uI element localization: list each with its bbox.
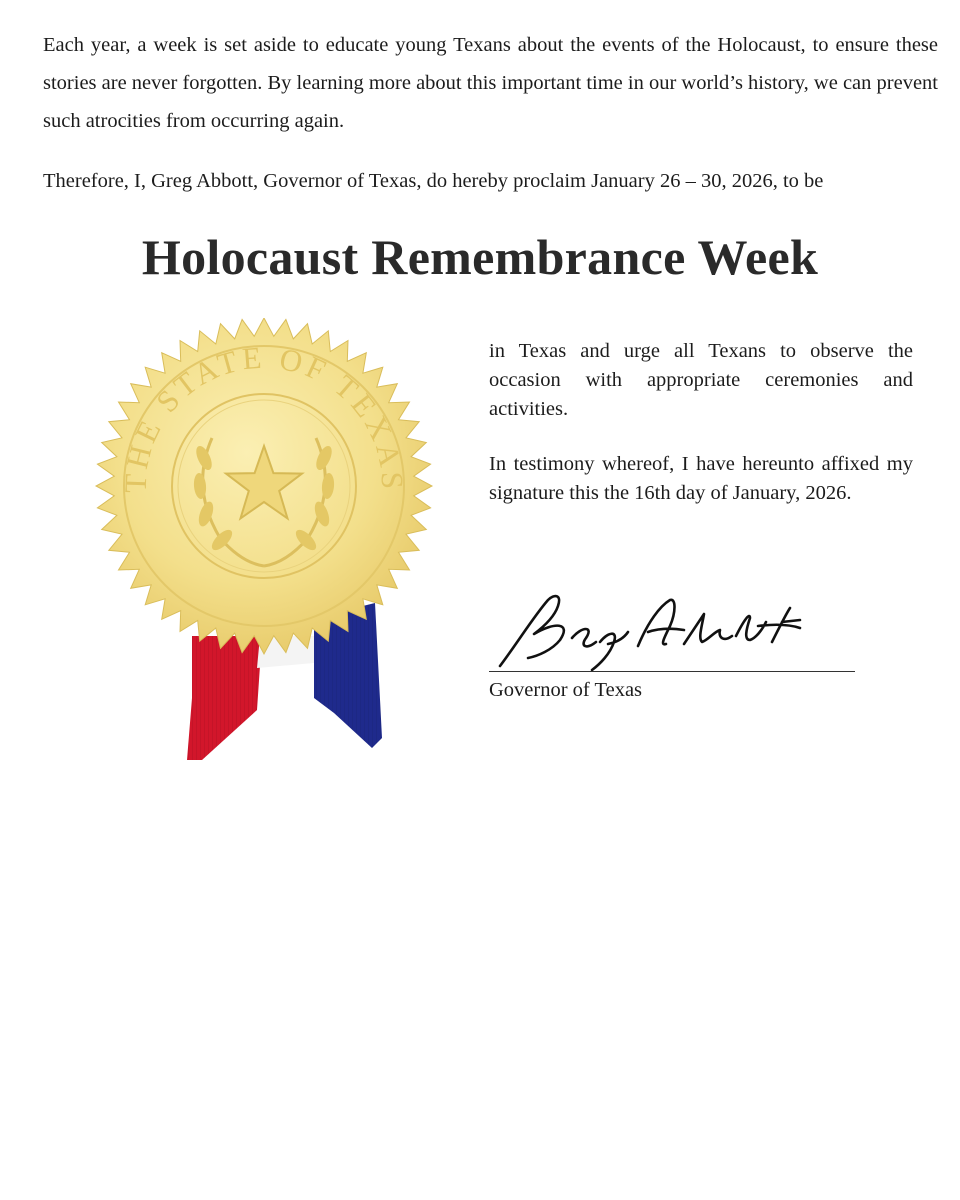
signature-caption: Governor of Texas [489, 679, 643, 701]
intro-paragraph: Each year, a week is set aside to educate young Texans about the events of the Holocaust, to ensure these stories are never forgotten. By learning more about this important time in our world’s history, we can prevent such atrocities from occurring again. [43, 34, 938, 132]
governor-signature [488, 592, 858, 672]
testimony-paragraph: In testimony whereof, I have hereunto affixed my signature this the 16th day of January, 2026. [489, 453, 913, 504]
state-seal-icon [92, 318, 437, 768]
signature-line [489, 671, 855, 672]
proclamation-lead: Therefore, I, Greg Abbott, Governor of Texas, do hereby proclaim January 26 – 30, 2026, to be [43, 170, 824, 192]
proclamation-title: Holocaust Remembrance Week [141, 229, 819, 285]
seal-text: THE STATE OF TEXAS [117, 339, 411, 494]
observance-paragraph: in Texas and urge all Texans to observe the occasion with appropriate ceremonies and activities. [489, 340, 913, 420]
